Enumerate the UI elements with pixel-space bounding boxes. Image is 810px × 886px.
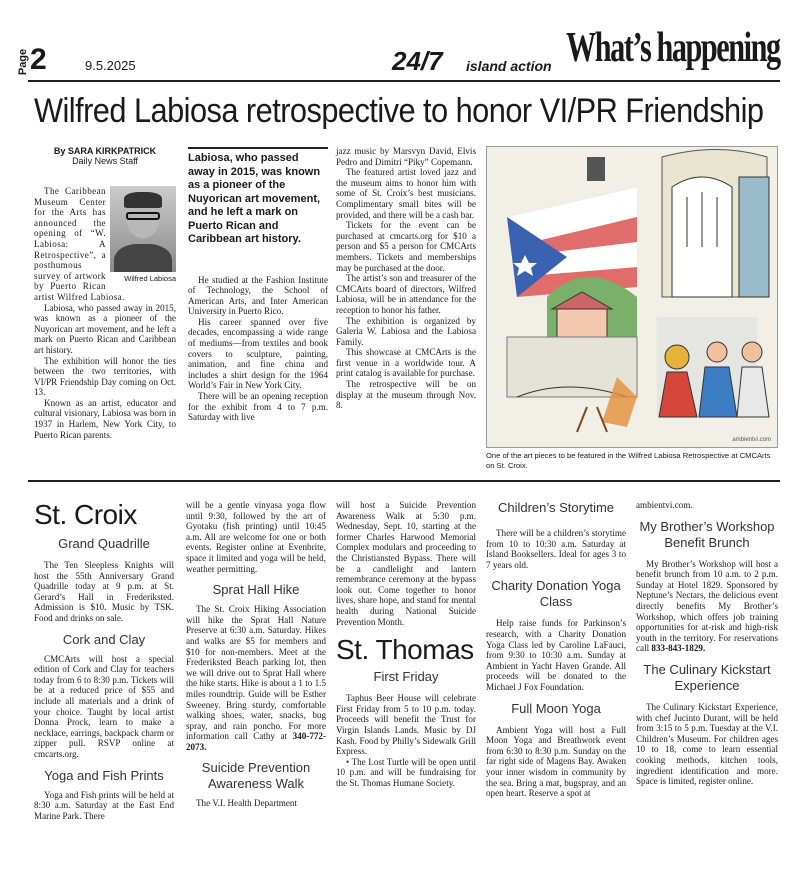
headline: Wilfred Labiosa retrospective to honor VI/PR Friendship: [34, 92, 764, 130]
yoga-fish-cont: will be a gentle vinyasa yoga flow until 9:30, followed by the art of Gyotaku (fish printing) until 10:45 a.m. All are welcome for one or both events. Register online at Evenbrite, space it limited and yoga will be held, weather permitting.: [186, 500, 326, 574]
stcroix-col: [34, 500, 174, 821]
article-col-1: [34, 146, 176, 440]
grand-quadrille-text: The Ten Sleepless Knights will host the 55th Anniversary Grand Quadrille today at 9 p.m. at St. Gerard’s Hall in Frederiksted. Admission is $10. Music by TSK. Food and drinks on sale.: [34, 560, 174, 623]
col2-paragraph: There will be an opening reception for the exhibit from 4 to 7 p.m. Saturday with live: [188, 391, 328, 423]
bottom-col-4: [486, 500, 626, 799]
col3-paragraph: jazz music by Marsvyn David, Elvis Pedro and Dimitri “Piky” Copemann.: [336, 146, 476, 167]
brothers-workshop-title: My Brother’s Workshop Benefit Brunch: [639, 518, 775, 550]
lost-turtle-text: • The Lost Turtle will be open until 10 p.m. and will be fundraising for the St. Thomas Humane Society.: [336, 756, 476, 788]
col2-paragraph: He studied at the Fashion Institute of Technology, the School of American Arts, and Inter American University in Puerto Rico.: [188, 274, 328, 317]
culinary-title: The Culinary Kickstart Experience: [643, 661, 771, 693]
col3-paragraph: The featured artist loved jazz and the museum aims to honor him with some of St. Croix’s best musicians. Complimentary small bites will be provided, and there will be a cash bar.: [336, 167, 476, 220]
pullquote-rule: [188, 147, 328, 149]
portrait-body: [114, 244, 172, 272]
stcroix-title: St. Croix: [34, 499, 137, 530]
portrait-hair: [124, 192, 162, 208]
first-friday-text: Taphus Beer House will celebrate First Friday from 5 to 10 p.m. today. Proceeds will benefit the Trust for Virgin Islands Lands. Music by DJ Kash. Food by Philly’s Sidewalk Grill Express.: [336, 693, 476, 757]
charity-yoga-title: Charity Donation Yoga Class: [491, 578, 621, 610]
cork-clay-title: Cork and Clay: [62, 631, 146, 647]
col3-paragraph: The retrospective will be on display at the museum through Nov. 8.: [336, 379, 476, 411]
art-caption: One of the art pieces to be featured in the Wilfred Labiosa Retrospective at CMCArts on St. Croix.: [486, 451, 771, 470]
col2-paragraph: His career spanned over five decades, encompassing a wide range of mediums—from textiles and book covers to sculpture, painting, animation, and fine china and includes a shirt design for the 1964 World’s Fair in New York City.: [188, 316, 328, 391]
storytime-text: There will be a children’s storytime from 10 to 10:30 a.m. Saturday at Island Booksellers. Ideal for ages 3 to 7 years old.: [486, 528, 626, 570]
suicide-walk-title: Suicide Prevention Awareness Walk: [201, 760, 311, 792]
brothers-workshop-body: My Brother’s Workshop will host a benefit brunch from 10 a.m. to 2 p.m. Sunday at Hotel 1829. Sponsored by Neptune’s Nectars, the delicious event directly benefits My Brother’s Workshop, which offers job training opportunities for at-risk and high-risk youth in the territory. For reservations call: [636, 558, 778, 654]
col1-paragraph: Labiosa, who passed away in 2015, was known as a pioneer of the Nuyorican art movement, and he left a mark on Puerto Rican and Caribbean art history.: [34, 302, 176, 355]
brothers-workshop-phone: 833-843-1829.: [651, 643, 706, 654]
bottom-col-5: [636, 500, 778, 787]
col3-paragraph: This showcase at CMCArts is the first venue in a worldwide tour. A print catalog is available for purchase.: [336, 347, 476, 379]
article-col-2: [188, 152, 328, 423]
brothers-workshop-text: [636, 559, 778, 654]
issue-date: 9.5.2025: [85, 58, 136, 73]
col3-paragraph: Tickets for the event can be purchased at cmcarts.org for $10 a person and $5 a person for CMCArts members. Tickets and memberships may be purchased at the door.: [336, 220, 476, 273]
section-title: What’s happening: [566, 25, 780, 71]
cork-clay-text: CMCArts will host a special edition of Cork and Clay for teachers today from 6 to 8:30 p.m. Tickets will be at a reduced price of $55 and include all materials and a drink of your choice. Taught by local artist Donna Prock, learn to make a necklace, earrings, backpack charm or zipper pull. RSVP online at cmcarts.org.: [34, 653, 174, 759]
yoga-fish-text: Yoga and Fish prints will be held at 8:30 a.m. Saturday at the East End Marine Park. There: [34, 789, 174, 821]
portrait-glasses: [126, 212, 160, 220]
grand-quadrille-title: Grand Quadrille: [58, 536, 150, 551]
byline-author: By SARA KIRKPATRICK: [53, 146, 157, 156]
stthomas-title: St. Thomas: [336, 634, 474, 666]
article-col-3: [336, 146, 476, 411]
photo-caption: Wilfred Labiosa: [124, 274, 176, 283]
page-word: Page: [17, 48, 30, 76]
bottom-col-2: [186, 500, 326, 809]
art-signature: ambientvi.com: [732, 437, 771, 443]
suicide-walk-text: The V.I. Health Department: [196, 798, 297, 809]
artwork-drawing: [487, 147, 778, 448]
bottom-section-rule: [28, 480, 780, 482]
sprat-hall-text: [186, 604, 326, 752]
brand-247: 24/7: [392, 46, 443, 76]
first-friday-title: First Friday: [373, 669, 439, 685]
suicide-walk-cont: will host a Suicide Prevention Awareness Walk at 5:30 p.m. Wednesday, Sept. 10, starting at the former Charles Harwood Memorial Complex modulars and proceeding to the Christiansted Bypass. There will be a candlelight and lantern remembrance ceremony at the bypass look out. Come together to honor lives, share hope, and stand for mental health during National Suicide Prevention Month.: [336, 500, 476, 627]
sprat-hall-title: Sprat Hall Hike: [212, 582, 300, 598]
byline-staff: Daily News Staff: [72, 156, 138, 166]
full-moon-cont: ambientvi.com.: [636, 500, 693, 510]
full-moon-text: Ambient Yoga will host a Full Moon Yoga and Breathwork event from 6:30 to 8:30 p.m. Sunday on the far right side of Magens Bay. Awaken your inner wisdom in community by the sea. Bring a mat, bugspray, and an open heart. Reserve a spot at: [486, 724, 626, 799]
pull-quote: Labiosa, who passed away in 2015, was known as a pioneer of the Nuyorican art movement, and he left a mark on Puerto Rican and Caribbean art history.: [188, 152, 321, 245]
photo-block: [110, 186, 176, 283]
charity-yoga-text: Help raise funds for Parkinson’s research, with a Charity Donation Yoga Class led by Caroline LaFauci, from 9:30 to 10:30 a.m. Sunday at Ambient in Yacht Haven Grande. All proceeds will be donated to the Michael J Fox Foundation.: [486, 618, 626, 692]
page-number: 2: [30, 43, 47, 76]
culinary-text: The Culinary Kickstart Experience, with chef Jucinto Durant, will be held from 3:15 to 5 p.m. Tuesday at the V.I. Children’s Museum. For children ages 10 to 18, come to learn essential cooking methods, kitchen tools, ingredient identification and more. Space is limited, register online.: [636, 701, 778, 787]
col1-paragraph: Known as an artist, educator and cultural visionary, Labiosa was born in 1937 in Harlem, New York City, to Puerto Rican parents.: [34, 397, 176, 440]
full-moon-title: Full Moon Yoga: [511, 700, 601, 716]
intro-paragraph: The Caribbean Museum Center for the Arts has announced the opening of “W. Labiosa: A Retrospective”, a posthumous survey of artwork by Puerto Rican artist Wilfred Labiosa.: [34, 186, 125, 302]
sprat-hall-body: The St. Croix Hiking Association will hike the Sprat Hall Nature Preserve at 6:30 a.m. Saturday. Hikes and walks are $5 for members and $10 for non-members. Meet at the Frederiksted Beach parking lot, then we will drive out to Sprat Hall where the hike starts. Hike is about a 1 to 1.5 miles roundtrip. Guide will be Esther Sweeney. Bring sturdy, comfortable walking shoes, water, snacks, bug spray, and rain poncho. For more information call Cathy at: [186, 604, 326, 742]
yoga-fish-title: Yoga and Fish Prints: [44, 767, 164, 783]
col1-paragraph: The exhibition will honor the ties between the two territories, with VI/PR Friendship Day coming on Oct. 13.: [34, 355, 176, 398]
author-photo: [110, 186, 176, 272]
storytime-title: Children’s Storytime: [497, 500, 615, 515]
art-lantern: [587, 157, 605, 181]
sprat-hall-phone: 340-772-2073.: [186, 731, 326, 752]
header-rule: [28, 80, 780, 82]
artwork-image: [486, 146, 778, 448]
col3-paragraph: The exhibition is organized by Galeria W. Labiosa and the Labiosa Family.: [336, 315, 476, 347]
brand-island-action: island action: [466, 58, 552, 74]
col3-paragraph: The artist’s son and treasurer of the CMCArts board of directors, Wilfred Labiosa, will be in attendance for the reception to honor his father.: [336, 273, 476, 315]
bottom-col-3: [336, 500, 476, 788]
